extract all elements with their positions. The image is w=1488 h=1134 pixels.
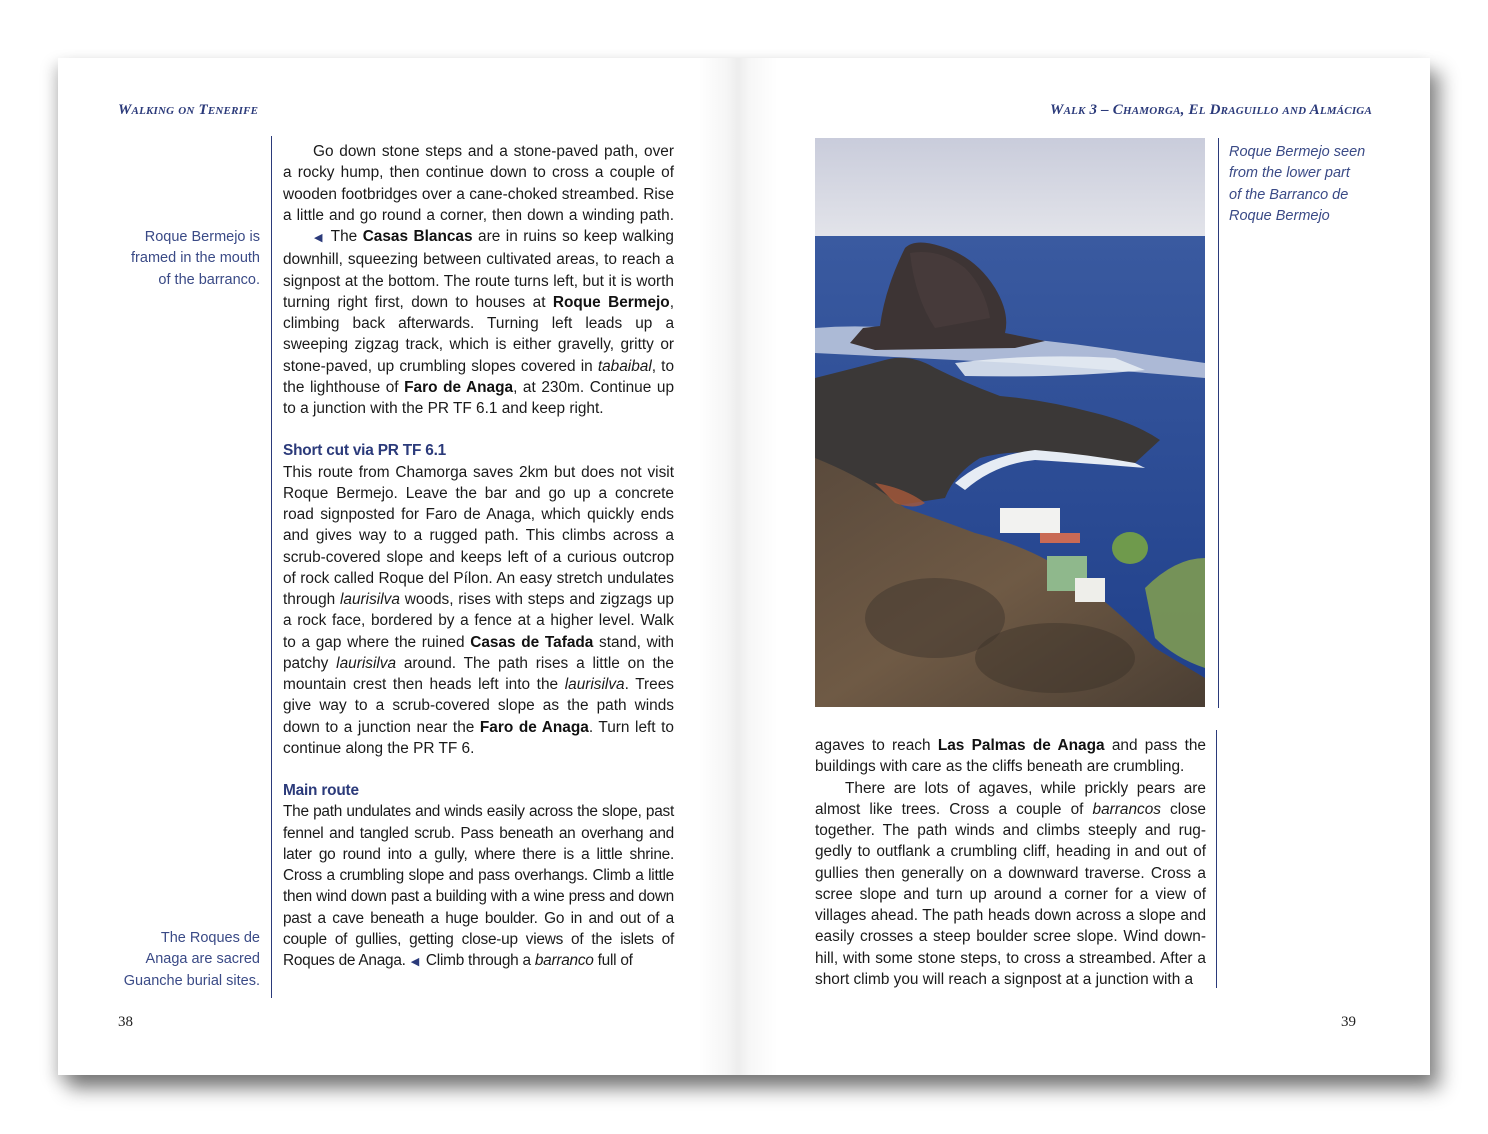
book-gutter: [698, 58, 778, 1075]
left-running-head: Walking on Tenerife: [118, 102, 259, 118]
left-margin-note-2: The Roques de Anaga are sacred Guanche burial sites.: [123, 930, 260, 989]
main-route-paragraph: The path undulates and winds easily across the slope, past fennel and tangled scrub. Pass beneath an overhang and later go round into a gully, where there is a little shrine. Cross a crumbling slope and pass overhangs. Climb a little then wind down past a building with a wine press and down past a cave beneath a huge boulder. Go in and out of a couple of gullies, getting close-up views of the islets of Roques de Anaga. ◀ Climb through a barranco full of: [283, 801, 674, 973]
left-margin-rule: [271, 136, 272, 998]
left-page-number: 38: [118, 1014, 133, 1030]
roque-bermejo-photo: [815, 138, 1205, 707]
triangle-marker-icon: ◀: [410, 956, 419, 968]
right-margin-rule: [1216, 730, 1217, 988]
left-paragraph-1: Go down stone steps and a stone-paved path, over a rocky hump, then continue down to cross a couple of wooden footbridges over a cane-choked streambed. Rise a little and go round a corner, then down a winding path. ◀ The Casas Blancas are in ruins so keep walking downhill, squeezing between cultivated areas, to reach a signpost at the bottom. The route turns left, but it is worth turning right first, down to houses at Roque Bermejo, climbing back afterwards. Turning left leads up a sweeping zigzag track, which is either gravelly, gritty or stone-paved, up crumbling slopes covered in tabaibal, to the lighthouse of Faro de Anaga, at 230m. Continue up to a junction with the PR TF 6.1 and keep right.: [283, 143, 675, 417]
section-heading-short-cut: Short cut via PR TF 6.1: [283, 442, 447, 460]
left-body-text: [283, 141, 674, 973]
photo-caption: Roque Bermejo seen from the lower part of the Barranco de Roque Bermejo: [1229, 144, 1366, 224]
right-paragraph-2: There are lots of agaves, while prickly pears are almost like trees. Cross a couple of barrancos close together. The path winds and climbs steeply and ruggedly to outflank a crumbling cliff, heading in and out of gullies then generally on a downward traverse. Cross a scree slope and turn up around a corner for a view of villages ahead. The path heads down across a slope and easily crosses a steep boulder scree slope. Wind downhill, with some stone steps, to cross a streambed. After a short climb you will reach a signpost at a junction with a: [815, 779, 1206, 988]
photo-illustration: [815, 138, 1205, 707]
section-heading-main-route: Main route: [283, 782, 359, 799]
right-caption-rule: [1218, 138, 1219, 708]
triangle-marker-icon: ◀: [314, 232, 323, 244]
short-cut-paragraph: This route from Chamorga saves 2km but does not visit Roque Bermejo. Leave the bar and go up a concrete road signposted for Faro de Anaga, which quickly ends and gives way to a rugged path. This climbs across a scrub-covered slope and keeps left of a curious outcrop of rock called Roque del Pílon. An easy stretch undulates through laurisilva woods, rises with steps and zigzags up a rock face, bordered by a fence at a higher level. Walk to a gap where the ruined Casas de Tafada stand, with patchy laurisilva around. The path rises a little on the mountain crest then heads left into the laurisilva. Trees give way to a scrub-covered slope as the path winds down to a junction near the Faro de Anaga. Turn left to continue along the PR TF 6.: [283, 463, 674, 757]
right-page-number: 39: [1341, 1014, 1356, 1030]
right-body-text: [815, 735, 1206, 990]
book-spread: [58, 58, 1430, 1075]
left-margin-note-1: Roque Bermejo is framed in the mouth of the barranco.: [131, 229, 260, 288]
right-running-head: Walk 3 – Chamorga, El Draguillo and Almáciga: [1050, 102, 1372, 118]
right-paragraph-1: agaves to reach Las Palmas de Anaga and pass the buildings with care as the cliffs beneath are crumbling.: [815, 737, 1206, 776]
